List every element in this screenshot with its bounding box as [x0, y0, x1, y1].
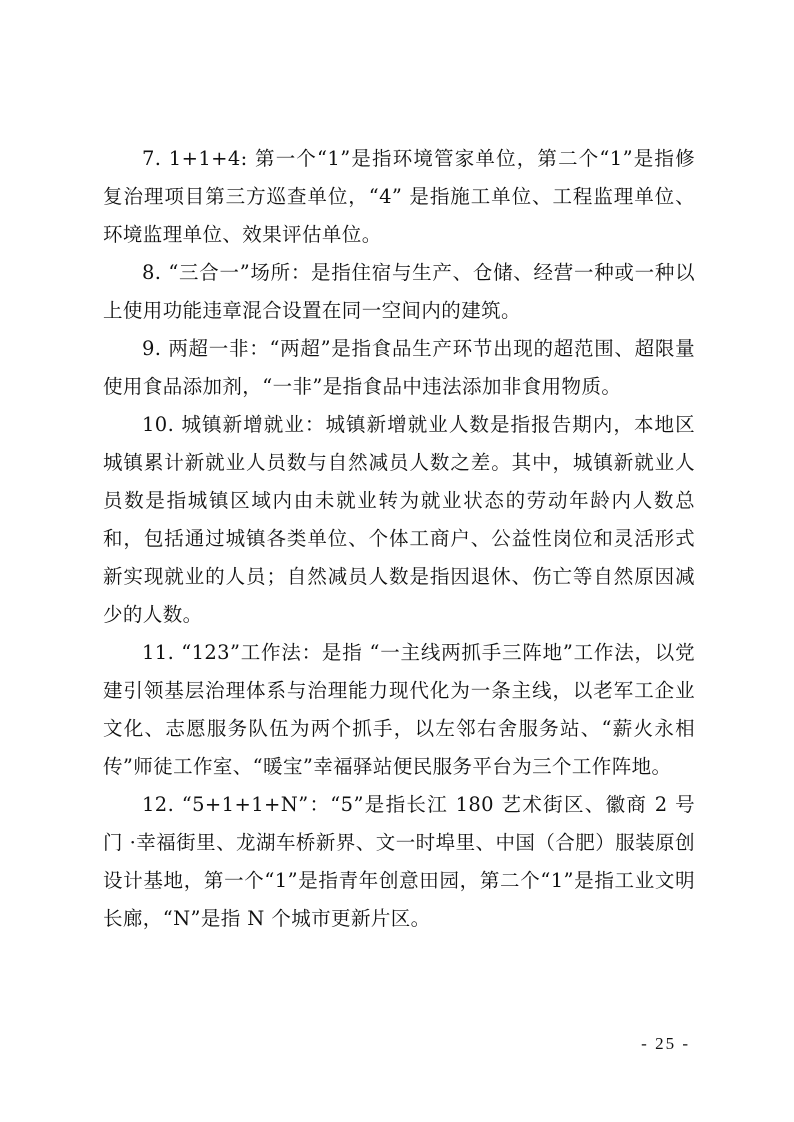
- page-number: - 25 -: [641, 1034, 690, 1053]
- definition-paragraph-8: 8. “三合一”场所：是指住宿与生产、仓储、经营一种或一种以上使用功能违章混合设置在同一空间内的建筑。: [103, 261, 695, 322]
- definition-paragraph-7: 7. 1+1+4: 第一个“1”是指环境管家单位，第二个“1”是指修复治理项目第三方巡查单位，“4” 是指施工单位、工程监理单位、环境监理单位、效果评估单位。: [103, 147, 695, 246]
- definition-paragraph-10: 10. 城镇新增就业：城镇新增就业人数是指报告期内，本地区城镇累计新就业人员数与自然减员人数之差。其中，城镇新就业人员数是指城镇区域内由未就业转为就业状态的劳动年龄内人数总和，包括通过城镇各类单位、个体工商户、公益性岗位和灵活形式新实现就业的人员；自然减员人数是指因退休、伤亡等自然原因减少的人数。: [103, 413, 695, 626]
- document-body: [103, 140, 695, 938]
- definition-paragraph-12: 12. “5+1+1+N”：“5”是指长江 180 艺术街区、徽商 2 号门 ·幸福街里、龙湖车桥新界、文一时埠里、中国（合肥）服装原创设计基地，第一个“1”是指青年创意田园，第二个“1”是指工业文明长廊，“N”是指 N 个城市更新片区。: [103, 793, 695, 930]
- definition-paragraph-11: 11. “123”工作法：是指 “一主线两抓手三阵地”工作法，以党建引领基层治理体系与治理能力现代化为一条主线，以老军工企业文化、志愿服务队伍为两个抓手，以左邻右舍服务站、“薪火永相传”师徒工作室、“暖宝”幸福驿站便民服务平台为三个工作阵地。: [103, 641, 695, 778]
- definition-paragraph-9: 9. 两超一非：“两超”是指食品生产环节出现的超范围、超限量使用食品添加剂，“一非”是指食品中违法添加非食用物质。: [103, 337, 695, 398]
